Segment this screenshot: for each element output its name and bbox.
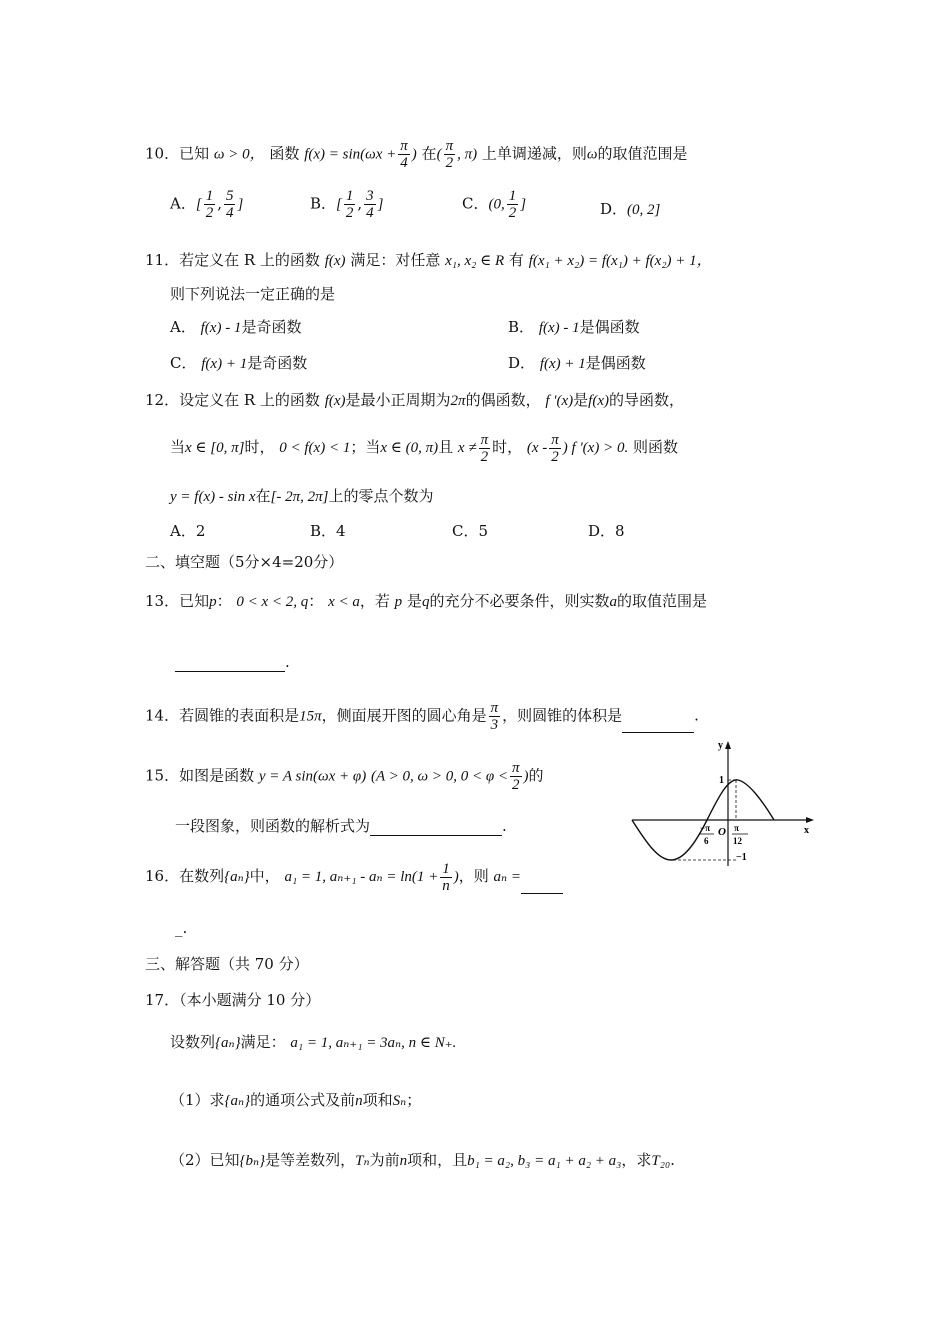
x-label: x bbox=[804, 825, 809, 836]
q17-line1: 设数列{aₙ}满足： a₁ = 1, aₙ₊₁ = 3aₙ, n ∈ N₊. bbox=[170, 1033, 457, 1051]
q12-line2: 当x ∈ [0, π]时， 0 < f(x) < 1；当x ∈ (0, π)且 x ≠ $\frac{\pi}{2}$ 时， (x - $\frac{\pi}{2}$ ) f '(x) > 0. 则函数 bbox=[170, 431, 678, 465]
q10-option-d: D．(0, 2] bbox=[600, 200, 661, 218]
q15-line2: 一段图象，则函数的解析式为 . bbox=[175, 817, 507, 835]
label-one: 1 bbox=[719, 775, 724, 786]
label-origin: O bbox=[718, 826, 726, 838]
question-16: 16．在数列{aₙ}中， a₁ = 1, aₙ₊₁ - aₙ = ln(1 + $\frac{1}{n}$ )，则 aₙ = bbox=[145, 860, 563, 894]
section-3-title: 三、解答题（共 70 分） bbox=[145, 955, 309, 973]
q13-answer-blank[interactable]: . bbox=[175, 652, 290, 672]
q15-answer-blank[interactable] bbox=[370, 819, 502, 836]
q12-option-a: A．2 bbox=[170, 522, 206, 540]
q17-part2: （2）已知{bₙ}是等差数列，Tₙ为前n项和，且b₁ = a₂, b₃ = a₁ + a₂ + a₃，求T₂₀. bbox=[170, 1151, 675, 1169]
label-neg-pi: −π bbox=[700, 823, 711, 833]
q16-tail: _. bbox=[175, 919, 188, 937]
label-pi: π bbox=[734, 823, 739, 833]
question-12: 12．设定义在 R 上的函数 f(x)是最小正周期为2π的偶函数， f '(x)是f(x)的导函数， bbox=[145, 391, 684, 409]
question-17-title: 17．（本小题满分 10 分） bbox=[145, 991, 321, 1009]
q11-option-c: C． f(x) + 1是奇函数 bbox=[170, 354, 308, 372]
question-10: 10．已知 ω > 0， 函数 f(x) = sin(ωx + $\frac{\pi}{4}$ ) 在( $\frac{\pi}{2}$ , π) 上单调递减，则ω的取值范围是 bbox=[145, 138, 688, 171]
q11-option-b: B． f(x) - 1是偶函数 bbox=[508, 318, 640, 336]
q16-answer-blank[interactable] bbox=[521, 877, 563, 894]
section-2-title: 二、填空题（5分×4=20分） bbox=[145, 553, 344, 571]
label-twelve: 12 bbox=[733, 836, 742, 846]
q12-option-b: B．4 bbox=[310, 522, 346, 540]
question-13: 13．已知p： 0 < x < 2, q： x < a，若 p 是q的充分不必要条件，则实数a的取值范围是 bbox=[145, 592, 707, 610]
q17-part1: （1）求{aₙ}的通项公式及前n项和Sₙ； bbox=[170, 1091, 422, 1109]
y-label: y bbox=[718, 740, 723, 751]
q14-answer-blank[interactable] bbox=[622, 716, 694, 733]
question-11: 11．若定义在 R 上的函数 f(x) 满足：对任意 x₁, x₂ ∈ R 有 f(x₁ + x₂) = f(x₁) + f(x₂) + 1， bbox=[145, 251, 712, 269]
question-14: 14．若圆锥的表面积是15π，侧面展开图的圆心角是 $\frac{\pi}{3}$ ，则圆锥的体积是 . bbox=[145, 700, 699, 733]
q12-option-d: D．8 bbox=[588, 522, 625, 540]
q11-line2: 则下列说法一定正确的是 bbox=[170, 285, 336, 303]
q11-option-d: D． f(x) + 1是偶函数 bbox=[508, 354, 646, 372]
q10-option-b: B．[ $\frac{1}{2}$ , $\frac{3}{4}$ ] bbox=[310, 188, 384, 221]
label-six: 6 bbox=[704, 836, 709, 846]
q11-option-a: A． f(x) - 1是奇函数 bbox=[170, 318, 302, 336]
q15-sine-graph bbox=[628, 738, 818, 868]
q10-option-a: A．[ $\frac{1}{2}$ , $\frac{5}{4}$ ] bbox=[170, 188, 244, 221]
q12-option-c: C．5 bbox=[452, 522, 489, 540]
question-15: 15．如图是函数 y = A sin(ωx + φ) (A > 0, ω > 0, 0 < φ < $\frac{\pi}{2}$ )的 bbox=[145, 760, 544, 793]
label-neg-one: −1 bbox=[736, 852, 747, 863]
q10-option-c: C．(0, $\frac{1}{2}$ ] bbox=[462, 188, 527, 221]
x-axis-arrow bbox=[806, 817, 814, 823]
y-axis-arrow bbox=[725, 741, 731, 749]
q12-line3: y = f(x) - sin x在[- 2π, 2π]上的零点个数为 bbox=[170, 487, 434, 505]
